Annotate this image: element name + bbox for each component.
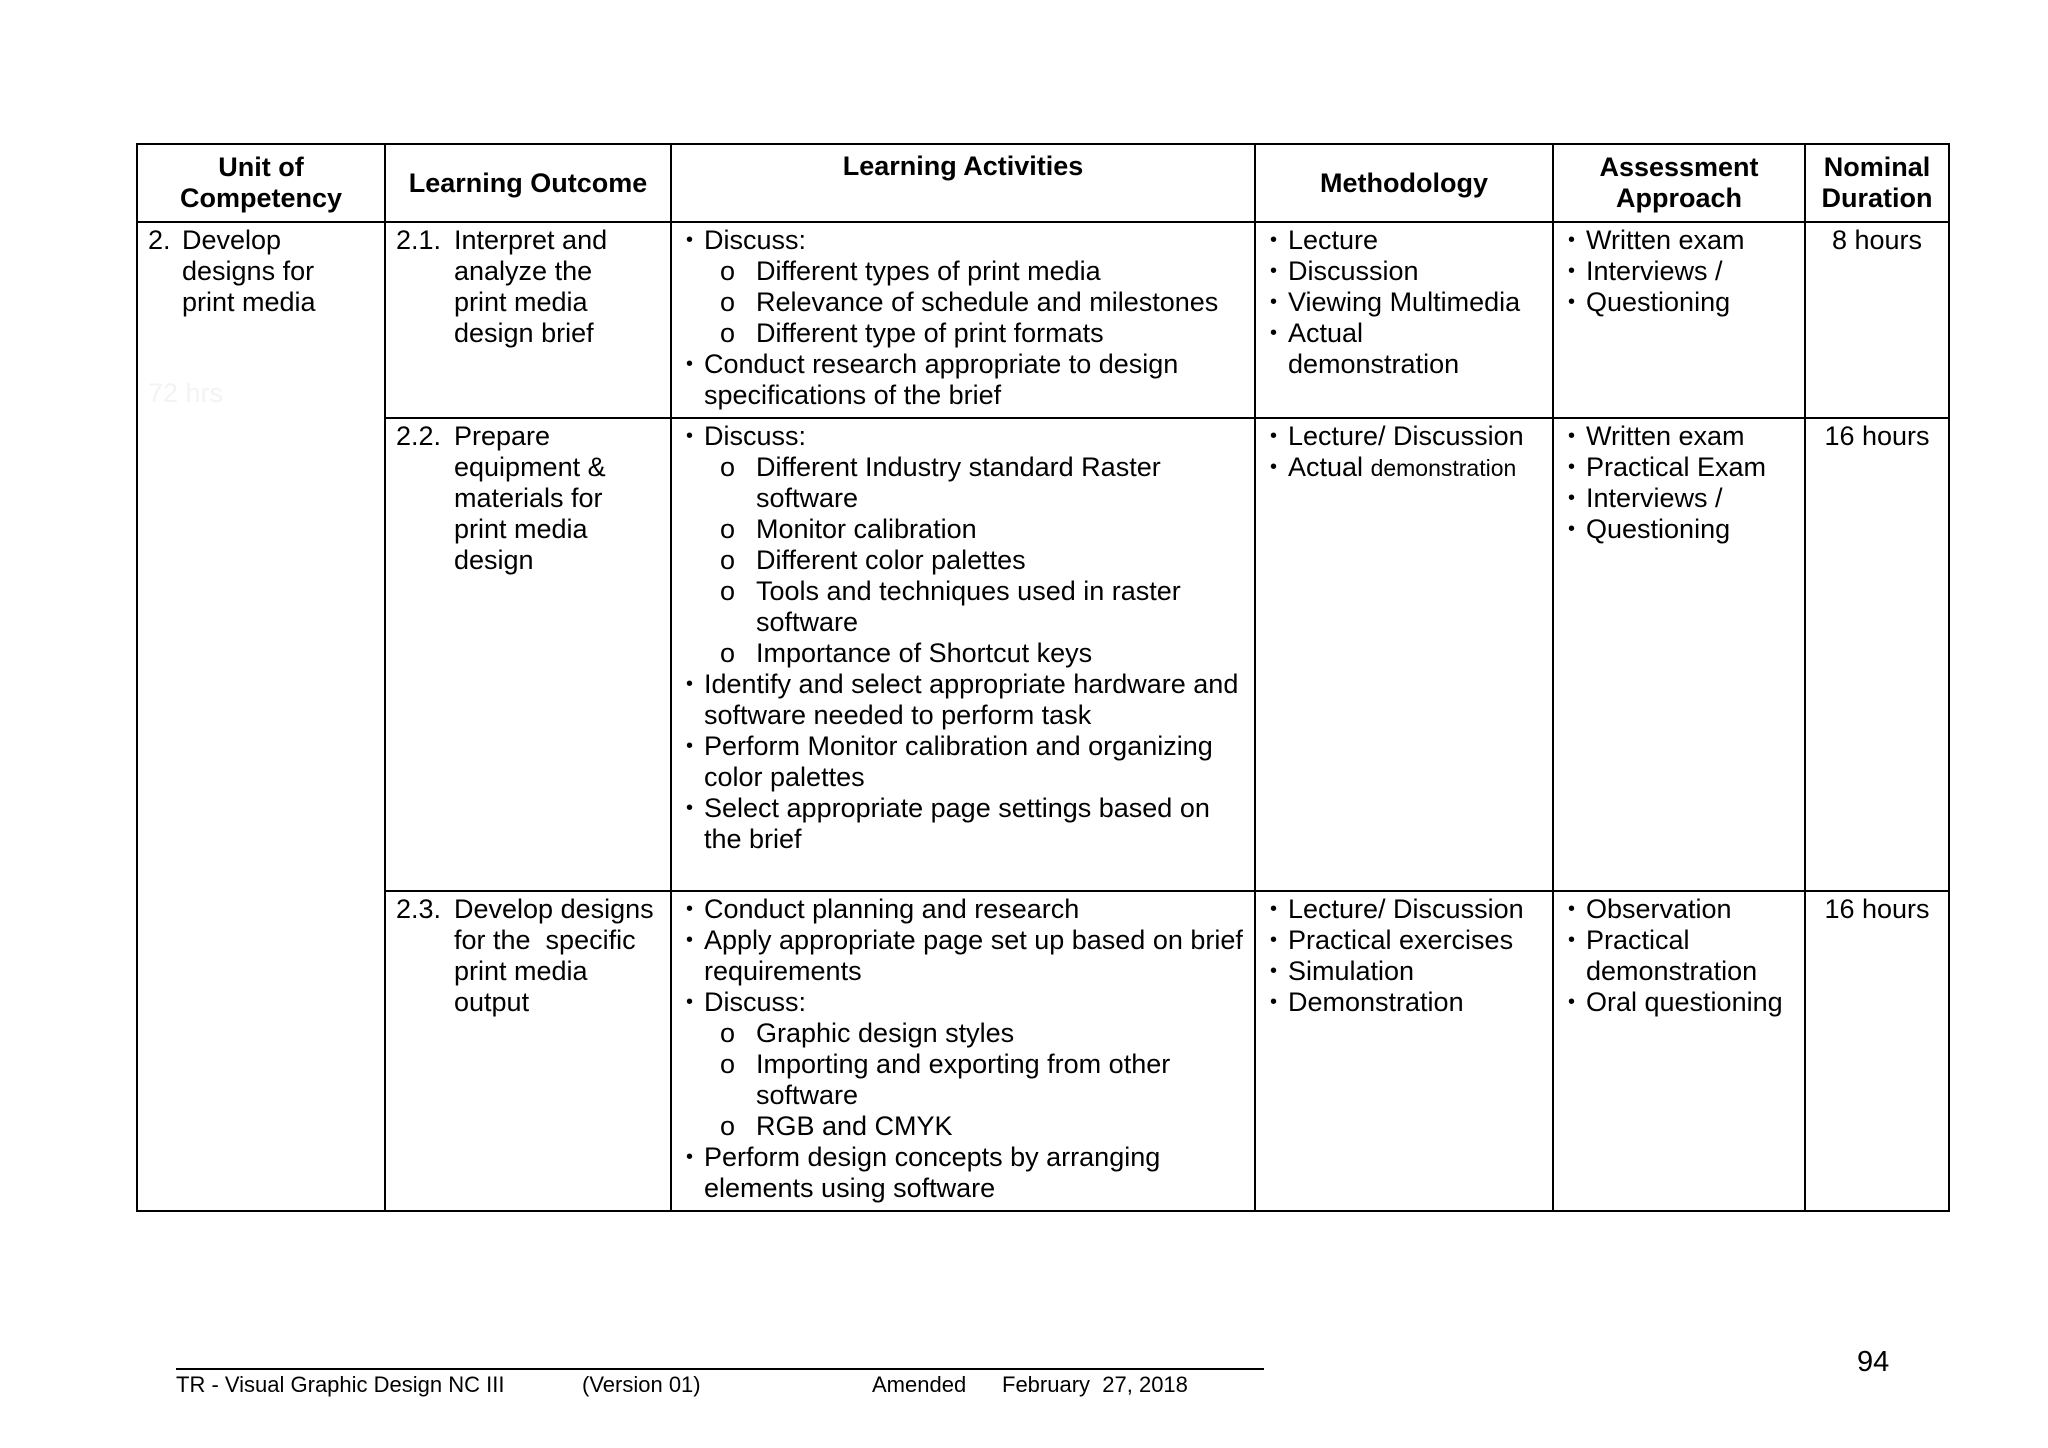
activity-item: • Perform design concepts by arranging elements using software [682,1142,1244,1204]
table-row [137,891,1949,1211]
assessment-item: • Practical Exam [1564,452,1794,483]
activity-subitem: o Relevance of schedule and milestones [704,287,1244,318]
header-assessment-line2: Approach [1615,183,1742,213]
activity-subitem: o Importing and exporting from other software [704,1049,1244,1111]
unit-title-line: Develop [182,225,282,255]
header-row [137,144,1949,222]
header-unit-of-competency [137,144,385,222]
activity-item: • Perform Monitor calibration and organizing color palettes [682,731,1244,793]
unit-of-competency-cell [137,222,385,1211]
method-item: • Lecture/ Discussion [1266,421,1542,452]
outcome-line: print media [454,514,588,544]
assessment-item: • Practical demonstration [1564,925,1776,987]
outcome-number: 2.2. [396,421,442,451]
method-item: • Practical exercises [1266,925,1542,956]
assessment-item: • Questioning [1564,514,1794,545]
method-item: • Demonstration [1266,987,1542,1018]
activity-item [682,421,1244,669]
header-duration-line1: Nominal [1823,152,1931,182]
outcome-number: 2.3. [396,894,442,924]
header-learning-activities: Learning Activities [671,144,1255,222]
curriculum-table [136,143,1950,1212]
activity-text: Discuss: [704,987,807,1017]
activity-subitem: o Graphic design styles [704,1018,1244,1049]
outcome-number: 2.1. [396,225,442,255]
activity-item: • Select appropriate page settings based on the brief [682,793,1244,855]
activity-subitem: o Different type of print formats [704,318,1244,349]
assessment-item: • Interviews / [1564,483,1794,514]
learning-outcome-cell [385,418,671,891]
header-nominal-duration [1805,144,1949,222]
activity-item: • Conduct planning and research [682,894,1244,925]
header-assessment-approach [1553,144,1805,222]
activity-text: Discuss: [704,421,807,451]
assessment-cell [1553,891,1805,1211]
learning-activities-cell [671,418,1255,891]
method-item: • Actual demonstration [1266,318,1488,380]
header-duration-line2: Duration [1821,183,1933,213]
duration-cell: 16 hours [1805,418,1949,891]
methodology-cell [1255,222,1553,418]
learning-outcome-cell [385,222,671,418]
learning-activities-cell [671,222,1255,418]
activity-subitem: o Different Industry standard Raster software [704,452,1244,514]
header-unit-line2: Competency [179,183,343,213]
table-row [137,222,1949,418]
duration-cell: 16 hours [1805,891,1949,1211]
unit-number: 2. [148,225,171,255]
method-item: • Viewing Multimedia [1266,287,1542,318]
header-methodology: Methodology [1255,144,1553,222]
footer-divider [176,1368,1264,1370]
footer-document-title: TR - Visual Graphic Design NC III [176,1372,505,1397]
activity-subitem: o Different types of print media [704,256,1244,287]
footer-date: February 27, 2018 [1002,1372,1188,1397]
methodology-cell [1255,418,1553,891]
activity-item: • Conduct research appropriate to design specifications of the brief [682,349,1244,411]
method-item: • Discussion [1266,256,1542,287]
outcome-line: equipment & [454,452,606,482]
activity-subitem: o Tools and techniques used in raster software [704,576,1244,638]
outcome-line: Prepare [454,421,551,451]
assessment-cell [1553,222,1805,418]
header-assessment-line1: Assessment [1599,152,1759,182]
page-number: 94 [1857,1346,1890,1378]
outcome-line: Interpret and [454,225,608,255]
unit-title-line: print media [182,287,316,317]
footer-amended-label: Amended [872,1372,967,1397]
unit-title-line: designs for [182,256,315,286]
assessment-item: • Observation [1564,894,1794,925]
activity-subitem: o Importance of Shortcut keys [704,638,1244,669]
activity-subitem: o Monitor calibration [704,514,1244,545]
activity-item [682,225,1244,349]
outcome-line: for the specific [454,925,636,955]
outcome-line: materials for [454,483,603,513]
method-text-small: demonstration [1370,455,1517,481]
activity-text: Discuss: [704,225,807,255]
header-unit-line1: Unit of [218,152,304,182]
methodology-cell [1255,891,1553,1211]
assessment-item: • Questioning [1564,287,1794,318]
footer-version: (Version 01) [582,1372,701,1397]
method-text: Actual [1288,452,1364,482]
outcome-line: output [454,987,530,1017]
assessment-item: • Written exam [1564,421,1794,452]
outcome-line: design [454,545,534,575]
method-item [1266,452,1542,484]
assessment-item: • Oral questioning [1564,987,1794,1018]
method-item: • Simulation [1266,956,1542,987]
activity-item: • Identify and select appropriate hardware and software needed to perform task [682,669,1244,731]
outcome-line: design brief [454,318,594,348]
method-item: • Lecture [1266,225,1542,256]
duration-cell: 8 hours [1805,222,1949,418]
assessment-item: • Interviews / [1564,256,1794,287]
activity-item [682,987,1244,1142]
outcome-line: analyze the [454,256,593,286]
assessment-cell [1553,418,1805,891]
table-row [137,418,1949,891]
activity-subitem: o Different color palettes [704,545,1244,576]
outcome-line: print media [454,956,588,986]
learning-outcome-cell [385,891,671,1211]
unit-hours: 72 hrs [148,378,224,408]
method-item: • Lecture/ Discussion [1266,894,1542,925]
assessment-item: • Written exam [1564,225,1794,256]
activity-subitem: o RGB and CMYK [704,1111,1244,1142]
outcome-line: print media [454,287,588,317]
outcome-line: Develop designs [454,894,654,924]
activity-item: • Apply appropriate page set up based on brief requirements [682,925,1244,987]
header-learning-outcome: Learning Outcome [385,144,671,222]
learning-activities-cell [671,891,1255,1211]
